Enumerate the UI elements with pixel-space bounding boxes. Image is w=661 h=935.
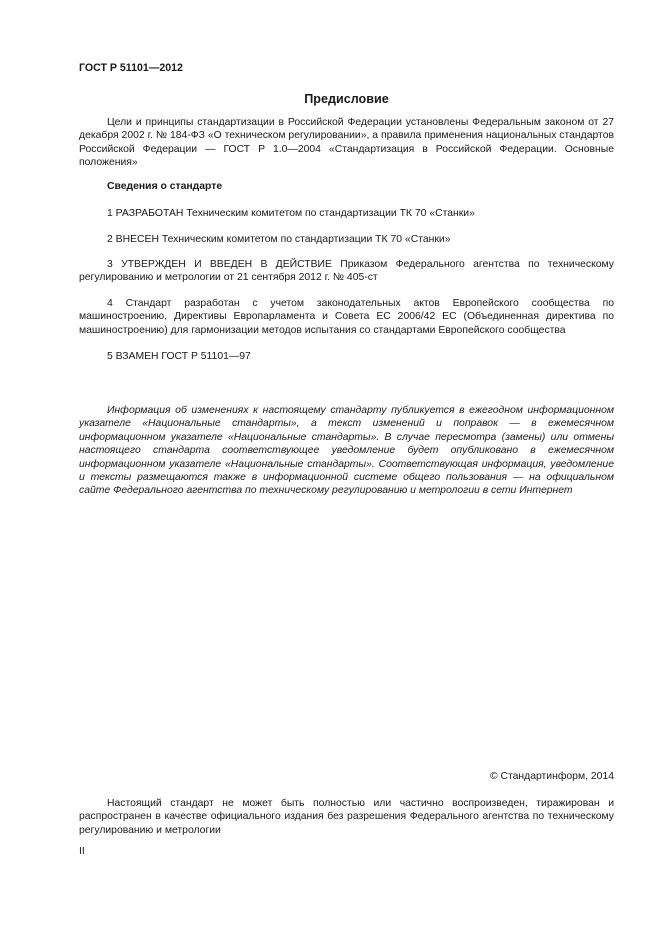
- copyright-line: © Стандартинформ, 2014: [489, 771, 614, 782]
- standard-info-item-5: 5 ВЗАМЕН ГОСТ Р 51101—97: [107, 351, 251, 362]
- foreword-title: Предисловие: [304, 92, 389, 106]
- document-code: ГОСТ Р 51101—2012: [79, 62, 183, 74]
- standard-info-heading: Сведения о стандарте: [107, 181, 223, 192]
- standard-info-item-1: 1 РАЗРАБОТАН Техническим комитетом по стандартизации ТК 70 «Станки»: [107, 208, 475, 219]
- changes-notice: Информация об изменениях к настоящему стандарту публикуется в ежегодном информационном указателе «Национальные стандарты», а текст изменений и поправок — в ежемесячном информационном указателе «Национальные стандарты». В случае пересмотра (замены) или отмены настоящего стандарта соответствующее уведомление будет опубликовано в ежемесячном информационном указателе «Национальные стандарты». Соответствующая информация, уведомление и тексты размещаются также в информационной системе общего пользования — на официальном сайте Федерального агентства по техническому регулированию и метрологии в сети Интернет: [79, 405, 614, 497]
- standard-info-item-3: 3 УТВЕРЖДЕН И ВВЕДЕН В ДЕЙСТВИЕ Приказом Федерального агентства по техническому регулированию и метрологии от 21 сентября 2012 г. № 405-ст: [79, 259, 614, 284]
- page-number: II: [79, 846, 85, 857]
- foreword-intro: Цели и принципы стандартизации в Российской Федерации установлены Федеральным законом от 27 декабря 2002 г. № 184-ФЗ «О техническом регулировании», а правила применения национальных стандартов Российской Федерации — ГОСТ Р 1.0—2004 «Стандартизация в Российской Федерации. Основные положения»: [79, 117, 614, 169]
- reproduction-notice: Настоящий стандарт не может быть полностью или частично воспроизведен, тиражирован и распространен в качестве официального издания без разрешения Федерального агентства по техническому регулированию и метрологии: [79, 798, 614, 836]
- standard-info-item-2: 2 ВНЕСЕН Техническим комитетом по стандартизации ТК 70 «Станки»: [107, 234, 451, 245]
- standard-info-item-4: 4 Стандарт разработан с учетом законодательных актов Европейского сообщества по машиностроению, Директивы Европарламента и Совета ЕС 2006/42 ЕС (Объединенная директива по машиностроению) для гармонизации методов испытания со стандартами Европейского сообщества: [79, 298, 614, 336]
